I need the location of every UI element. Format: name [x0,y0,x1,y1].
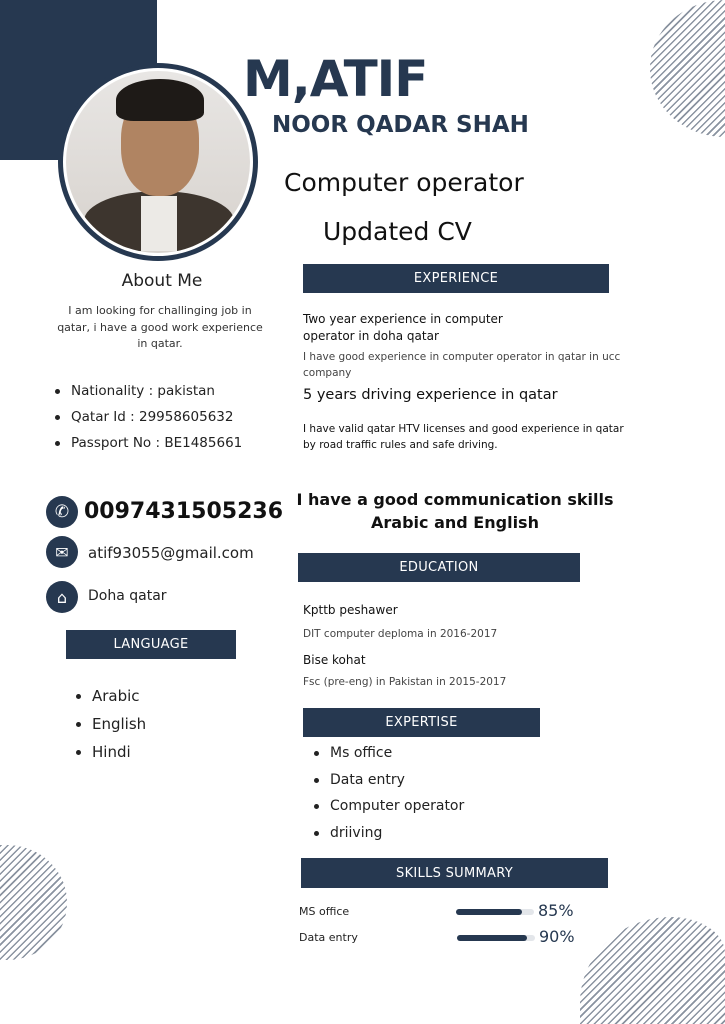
expertise-item: Data entry [314,767,464,794]
language-item: English [76,710,146,738]
experience-desc: I have good experience in computer operator in qatar in ucc company [303,351,621,379]
home-icon: ⌂ [46,581,78,613]
profile-photo [58,63,258,261]
email-address[interactable]: atif93055@gmail.com [88,544,254,562]
skills-heading: SKILLS SUMMARY [301,858,608,888]
qatar-id: Qatar Id : 29958605632 [55,404,242,430]
language-heading: LANGUAGE [66,630,236,659]
expertise-list [314,740,464,846]
communication-languages: Arabic and English [371,513,539,532]
striped-circle-decoration [580,917,725,1024]
about-text: I am looking for challinging job in qatar, i have a good work experience in qatar. [57,304,263,350]
experience-title: 5 years driving experience in qatar [303,387,558,403]
communication-line: I have a good communication skills [296,490,614,509]
full-name: NOOR QADAR SHAH [272,112,529,138]
education-desc: Fsc (pre-eng) in Pakistan in 2015-2017 [303,676,507,688]
language-list [76,682,146,766]
email-icon: ✉ [46,536,78,568]
language-item: Hindi [76,738,146,766]
skill-bar-fill [457,935,527,941]
phone-icon: ✆ [46,496,78,528]
skill-percent: 90% [539,927,575,946]
personal-details [55,378,242,456]
education-desc: DIT computer deploma in 2016-2017 [303,628,498,640]
skill-name: MS office [299,905,350,918]
skill-name: Data entry [299,931,358,944]
experience-desc: I have valid qatar HTV licenses and good experience in qatar by road traffic rules and safe driving. [303,423,624,451]
first-name: M,ATIF [243,50,428,108]
education-heading: EDUCATION [298,553,580,582]
skill-row [299,902,599,922]
expertise-item: Ms office [314,740,464,767]
education-school: Bise kohat [303,653,366,667]
expertise-heading: EXPERTISE [303,708,540,737]
skill-bar-track [457,935,535,941]
cv-subtitle: Updated CV [323,217,472,246]
experience-title: Two year experience in computer operator in doha qatar [303,312,503,343]
address: Doha qatar [88,588,167,604]
striped-circle-decoration [0,845,67,960]
education-school: Kpttb peshawer [303,603,398,617]
passport-number: Passport No : BE1485661 [55,430,242,456]
language-item: Arabic [76,682,146,710]
expertise-item: driiving [314,820,464,847]
skill-percent: 85% [538,901,574,920]
nationality: Nationality : pakistan [55,378,242,404]
striped-circle-decoration [650,0,725,137]
skill-row [299,928,599,948]
experience-heading: EXPERIENCE [303,264,609,293]
about-heading: About Me [121,271,203,291]
job-title: Computer operator [284,168,524,197]
skill-bar-fill [456,909,522,915]
phone-number[interactable]: 0097431505236 [84,499,283,524]
expertise-item: Computer operator [314,793,464,820]
skill-bar-track [456,909,534,915]
